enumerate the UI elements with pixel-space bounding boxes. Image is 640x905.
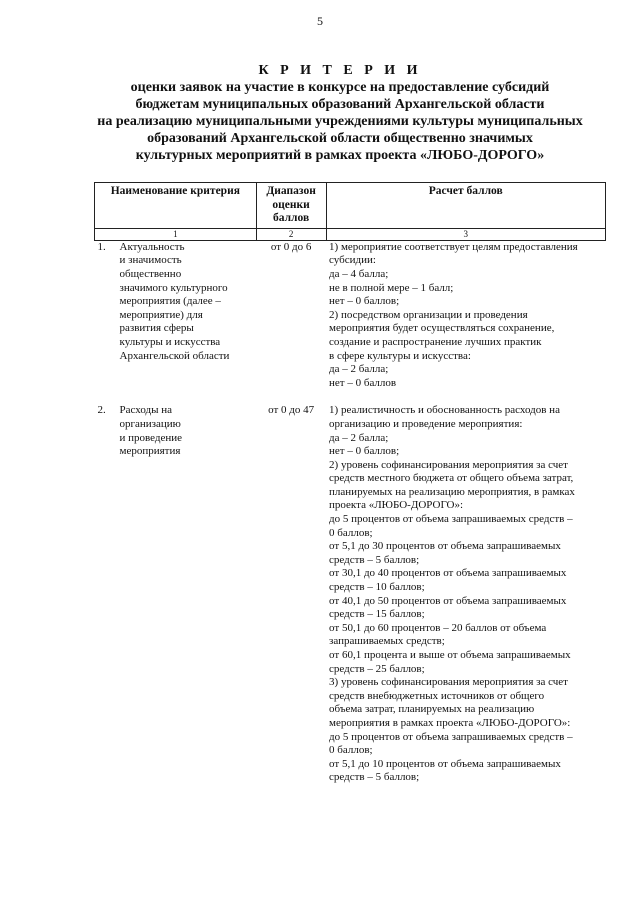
score-calc-line: средств – 15 баллов; [329,608,425,621]
score-calc-cell [326,390,605,785]
header-score-calc: Расчет баллов [326,183,605,229]
score-calc-line: нет – 0 баллов; [329,295,400,308]
title-line: на реализацию муниципальными учреждениями культуры муниципальных [97,114,583,129]
score-calc-line: от 30,1 до 40 процентов от объема запрашиваемых [329,567,567,580]
score-calc-line: запрашиваемых средств; [329,635,445,648]
criterion-name [120,241,254,363]
table-row [95,390,606,785]
criterion-cell [95,390,257,785]
criterion-cell [95,240,257,390]
criterion-name-line: и проведение [119,431,183,444]
score-calc-line: организацию и проведение мероприятия: [329,417,523,430]
score-calc-line: средств – 10 баллов; [329,581,425,594]
score-calc-cell [326,240,605,390]
criterion-name-line: развития сферы [119,322,194,335]
score-calc-line: нет – 0 баллов [329,376,397,389]
criterion-number: 2. [97,404,106,417]
score-calc-line: средств – 5 баллов; [329,771,420,784]
criterion-name-line: мероприятие) для [119,308,203,321]
score-calc-line: до 5 процентов от объема запрашиваемых средств – [329,730,573,743]
score-range: от 0 до 6 [270,240,312,253]
page-number: 5 [317,14,323,28]
score-calc-line: средств – 25 баллов; [329,662,425,675]
score-calc-line: в сфере культуры и искусства: [329,349,471,362]
score-calc-line: до 5 процентов от объема запрашиваемых средств – [329,513,573,526]
table-header-row [95,183,606,229]
score-calc-line: средств местного бюджета от общего объема затрат, [329,472,574,485]
score-calc-line: от 5,1 до 30 процентов от объема запрашиваемых [329,540,561,553]
score-calc-line: субсидии: [329,254,376,267]
score-calc-line: планируемых на реализацию мероприятия, в рамках [329,485,575,498]
score-calc-line: мероприятия в рамках проекта «ЛЮБО-ДОРОГО»: [329,716,571,729]
column-number: 2 [256,228,326,240]
title-line: образований Архангельской области общественно значимых [147,131,533,146]
score-calc-line: да – 4 балла; [329,267,389,280]
criterion-name-line: организацию [119,417,181,430]
criterion-name-line: культуры и искусства [119,335,221,348]
score-calc-line: 0 баллов; [329,744,373,757]
score-calc-line: создание и распространение лучших практик [329,335,542,348]
score-calc-line: проекта «ЛЮБО-ДОРОГО»: [329,499,464,512]
title-heading: К Р И Т Е Р И И [258,63,422,78]
score-calc-line: 3) уровень софинансирования мероприятия за счет [329,676,568,689]
score-calc-line: от 60,1 процента и выше от объема запрашиваемых [329,649,571,661]
score-calc-line: объема затрат, планируемых на реализацию [329,703,535,716]
score-calc-line: средств – 5 баллов; [329,553,420,566]
score-calc-line: от 5,1 до 10 процентов от объема запрашиваемых [329,757,561,770]
score-range: от 0 до 47 [268,404,315,417]
criterion-name-line: Архангельской области [119,349,230,362]
criterion-name-line: значимого культурного [119,281,228,294]
criterion-name-line: Расходы на [119,404,173,417]
column-number-row [95,228,606,240]
score-calc-line: от 40,1 до 50 процентов от объема запрашиваемых [329,594,567,607]
title-line: оценки заявок на участие в конкурсе на предоставление субсидий [130,80,550,95]
title-line: культурных мероприятий в рамках проекта «ЛЮБО-ДОРОГО» [135,148,545,163]
criterion-name-line: общественно [119,267,182,280]
score-calc-line: не в полной мере – 1 балл; [329,281,454,294]
score-calc-line: мероприятия будет осуществляться сохранение, [329,322,555,335]
criterion-name [120,404,254,458]
criterion-number: 1. [97,240,106,253]
criterion-name-line: Актуальность [119,240,185,253]
score-calc-line: от 50,1 до 60 процентов – 20 баллов от объема [329,621,547,634]
table-row [95,240,606,390]
score-calc-line: да – 2 балла; [329,431,389,444]
score-calc-line: средств внебюджетных источников от общего [329,689,545,702]
score-calc-line: да – 2 балла; [329,363,389,376]
score-calc-line: 0 баллов; [329,526,373,539]
score-calc-line: 1) мероприятие соответствует целям предоставления [329,240,578,253]
header-score-range: Диапазон оценки баллов [256,183,326,229]
score-calc-line: нет – 0 баллов; [329,445,400,458]
title-line: бюджетам муниципальных образований Архангельской области [135,97,545,112]
column-number: 3 [326,228,605,240]
score-calc-line: 2) уровень софинансирования мероприятия за счет [329,458,568,471]
column-number: 1 [95,228,257,240]
criterion-name-line: и значимость [119,254,182,267]
document-title [60,62,620,164]
score-calc-line: 2) посредством организации и проведения [329,308,528,321]
score-calc-line: 1) реалистичность и обоснованность расходов на [329,404,560,417]
header-criterion-name: Наименование критерия [95,183,257,229]
criteria-table [94,182,606,785]
criterion-name-line: мероприятия (далее – [119,295,221,308]
criterion-name-line: мероприятия [119,445,181,458]
